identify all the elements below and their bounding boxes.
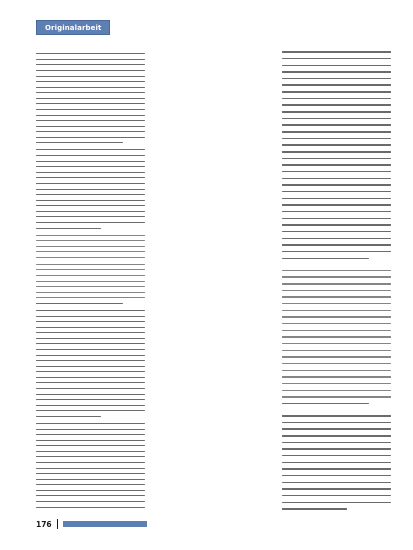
text-line-placeholder (282, 131, 391, 132)
text-line-placeholder (282, 482, 391, 483)
text-line-placeholder (282, 468, 391, 469)
paragraph-gap (36, 303, 145, 304)
text-line-placeholder (282, 363, 391, 364)
text-line-placeholder (282, 376, 391, 377)
column-2 (159, 46, 268, 510)
text-line-placeholder (282, 171, 391, 172)
text-line-placeholder (282, 495, 391, 496)
text-line-placeholder (282, 448, 391, 449)
text-line-placeholder (282, 270, 391, 271)
text-line-placeholder (282, 251, 391, 252)
text-line-placeholder (282, 78, 391, 79)
paragraph-gap (36, 416, 145, 417)
paragraph-gap (36, 228, 145, 229)
text-line-placeholder (282, 303, 391, 304)
text-line-placeholder (282, 283, 391, 284)
text-line-placeholder (282, 244, 391, 245)
text-line-placeholder (282, 58, 391, 59)
paragraph-gap (282, 259, 391, 265)
text-line-placeholder (282, 356, 391, 357)
text-line-placeholder (282, 475, 391, 476)
paragraph-gap (36, 257, 145, 258)
text-line-placeholder (282, 502, 391, 503)
text-line-placeholder (282, 218, 391, 219)
text-line-placeholder (282, 462, 391, 463)
text-line-placeholder (282, 158, 391, 159)
body-columns (36, 46, 391, 510)
footer-divider (57, 519, 58, 529)
text-line-placeholder (282, 435, 391, 436)
text-line-placeholder (282, 91, 391, 92)
text-line-placeholder (282, 422, 391, 423)
text-line-placeholder (282, 144, 391, 145)
text-line-placeholder (282, 276, 391, 277)
text-line-placeholder (282, 350, 391, 351)
text-line-placeholder (282, 224, 391, 225)
text-line-placeholder (282, 51, 391, 52)
text-line-placeholder (282, 138, 391, 139)
text-line-placeholder (282, 370, 391, 371)
text-line-placeholder (282, 178, 391, 179)
text-line-placeholder (282, 383, 391, 384)
text-line-placeholder (282, 316, 391, 317)
text-line-placeholder (282, 98, 391, 99)
text-line-placeholder (282, 84, 391, 85)
footer-journal-bar (63, 521, 147, 527)
text-line-placeholder (282, 290, 391, 291)
text-line-placeholder (282, 164, 391, 165)
text-line-placeholder (282, 415, 391, 416)
text-line-placeholder (282, 238, 391, 239)
text-line-placeholder (282, 204, 391, 205)
text-line-placeholder (282, 111, 391, 112)
text-line-placeholder (282, 65, 391, 66)
text-line-placeholder (282, 442, 391, 443)
text-line-placeholder (282, 455, 391, 456)
text-line-placeholder (282, 343, 391, 344)
section-label: Originalarbeit (45, 23, 102, 32)
text-line-placeholder (282, 330, 391, 331)
text-line-placeholder (282, 508, 347, 509)
text-line-placeholder (282, 310, 391, 311)
page-number: 176 (36, 519, 52, 529)
text-line-placeholder (282, 71, 391, 72)
page-footer (36, 518, 147, 530)
text-line-placeholder (282, 124, 391, 125)
text-line-placeholder (282, 488, 391, 489)
text-line-placeholder (282, 211, 391, 212)
text-line-placeholder (282, 151, 391, 152)
text-line-placeholder (282, 336, 391, 337)
text-line-placeholder (282, 428, 391, 429)
text-line-placeholder (282, 390, 391, 391)
text-line-placeholder (282, 396, 391, 397)
section-tab (36, 20, 110, 35)
text-line-placeholder (282, 198, 391, 199)
text-line-placeholder (282, 184, 391, 185)
text-line-placeholder (282, 323, 391, 324)
text-line-placeholder (282, 191, 391, 192)
column-3 (282, 46, 391, 510)
text-line-placeholder (282, 231, 391, 232)
text-line-placeholder (282, 296, 391, 297)
paragraph-gap (282, 404, 391, 410)
text-line-placeholder (282, 104, 391, 105)
column-1 (36, 48, 145, 512)
text-line-placeholder (282, 118, 391, 119)
paragraph-gap (36, 143, 145, 144)
